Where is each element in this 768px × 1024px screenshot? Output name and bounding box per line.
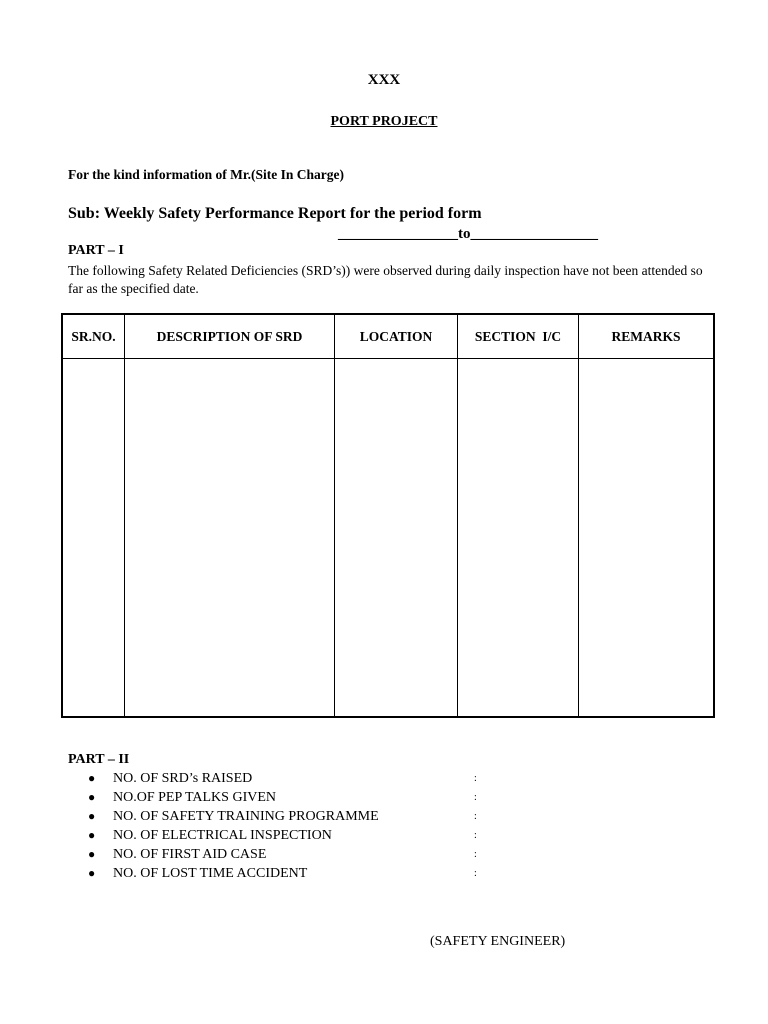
bullet-icon: ● bbox=[88, 847, 96, 861]
list-item-label: NO.OF PEP TALKS GIVEN bbox=[113, 790, 277, 805]
list-item-label: NO. OF SAFETY TRAINING PROGRAMME bbox=[113, 809, 379, 824]
bullet-icon: ● bbox=[88, 771, 96, 785]
part1-description: The following Safety Related Deficiencies (SRD’s)) were observed during daily inspection have not been attended so far as the specified date. bbox=[68, 263, 703, 296]
part2-heading: PART – II bbox=[68, 752, 130, 767]
project-title: PORT PROJECT bbox=[330, 114, 438, 129]
list-item bbox=[0, 788, 768, 807]
part1-heading: PART – I bbox=[68, 243, 124, 258]
info-line: For the kind information of Mr.(Site In Charge) bbox=[68, 167, 344, 182]
document-code: XXX bbox=[367, 72, 401, 88]
column-header-description: DESCRIPTION OF SRD bbox=[156, 329, 303, 344]
list-item-label: NO. OF LOST TIME ACCIDENT bbox=[113, 866, 308, 881]
bullet-icon: ● bbox=[88, 809, 96, 823]
list-item bbox=[0, 826, 768, 845]
list-item bbox=[0, 769, 768, 788]
list-item-label: NO. OF FIRST AID CASE bbox=[113, 847, 267, 862]
column-divider bbox=[578, 315, 579, 716]
signature-label: (SAFETY ENGINEER) bbox=[430, 934, 566, 949]
list-item-separator: : bbox=[474, 849, 477, 860]
period-line: ________________to_________________ bbox=[338, 226, 598, 242]
column-divider bbox=[457, 315, 458, 716]
list-item-separator: : bbox=[474, 792, 477, 803]
subject-line: Sub: Weekly Safety Performance Report for the period form bbox=[68, 205, 482, 222]
list-item-label: NO. OF SRD’s RAISED bbox=[113, 771, 253, 786]
column-header-section-ic: SECTION I/C bbox=[474, 329, 562, 344]
column-header-location: LOCATION bbox=[359, 329, 433, 344]
bullet-icon: ● bbox=[88, 790, 96, 804]
srd-table bbox=[61, 313, 715, 718]
column-header-sr-no: SR.NO. bbox=[71, 329, 116, 344]
list-item bbox=[0, 807, 768, 826]
bullet-icon: ● bbox=[88, 828, 96, 842]
list-item-separator: : bbox=[474, 868, 477, 879]
list-item bbox=[0, 845, 768, 864]
list-item bbox=[0, 864, 768, 883]
bullet-icon: ● bbox=[88, 866, 96, 880]
list-item-separator: : bbox=[474, 830, 477, 841]
list-item-separator: : bbox=[474, 811, 477, 822]
column-header-remarks: REMARKS bbox=[611, 329, 681, 344]
list-item-label: NO. OF ELECTRICAL INSPECTION bbox=[113, 828, 332, 843]
list-item-separator: : bbox=[474, 773, 477, 784]
column-divider bbox=[124, 315, 125, 716]
column-divider bbox=[334, 315, 335, 716]
